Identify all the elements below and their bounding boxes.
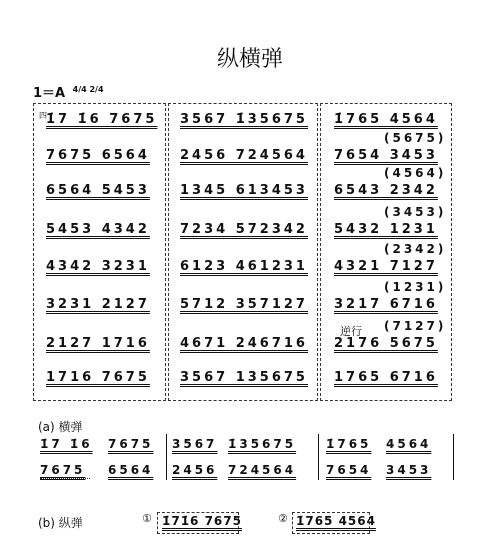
notation-row: 1716 7675 — [46, 370, 150, 385]
section-b-label: (b) 纵弹 — [38, 516, 83, 530]
notation-row: 2176 5675 — [334, 336, 438, 351]
notation-row: 6564 5453 — [46, 183, 150, 198]
barline — [166, 434, 167, 480]
notation-row: 4321 7127 — [334, 259, 438, 274]
notation-row: 5453 4342 — [46, 222, 150, 237]
notation-row: 5432 1231 — [334, 222, 438, 237]
section-a-group: 3453 — [386, 463, 432, 477]
notation-row: 1345 613453 — [180, 183, 308, 198]
notation-row: 5712 357127 — [180, 297, 308, 312]
notation-row: 3567 135675 — [180, 370, 308, 385]
page-title: 纵横弹 — [216, 47, 283, 72]
section-a-group: 7654 — [326, 463, 372, 477]
section-a-group: 1̇765 — [326, 437, 372, 451]
bracket-group: (4564) — [384, 166, 447, 180]
bracket-group: (2342) — [384, 242, 447, 256]
bracket-group: (1231) — [384, 280, 447, 294]
section-a-group: 1̇7 1̇6 — [40, 437, 93, 451]
box-1-notes: 1̇71̇6 7675 — [162, 514, 242, 528]
section-a-group: 4564 — [386, 437, 432, 451]
notation-row: 7675 6564 — [46, 148, 150, 163]
notation-row: 7234 572342 — [180, 222, 308, 237]
dotted-line — [40, 478, 90, 479]
section-a-group: 1̇35675 — [228, 437, 297, 451]
notation-row: 1̇7 1̇6 7675 — [46, 112, 158, 127]
barline — [318, 434, 319, 480]
notation-row: 7654 3453 — [334, 148, 438, 163]
section-a-group: 6564 — [108, 463, 154, 477]
section-a-group: 7675 — [108, 437, 154, 451]
bracket-group: (5675) — [384, 131, 447, 145]
box-2-notes: 1̇765 4564 — [296, 514, 376, 528]
notation-row: 4671 246716 — [180, 336, 308, 351]
repeat-mark: 四 — [39, 111, 47, 120]
notation-row: 3217 6716 — [334, 297, 438, 312]
notation-row: 1765 6716 — [334, 370, 438, 385]
nixing-label: 逆行 — [340, 325, 362, 338]
notation-row: 1̇765 4564 — [334, 112, 438, 127]
number-2: ② — [278, 512, 288, 525]
notation-row: 3231 2127 — [46, 297, 150, 312]
section-a-group: 7675 — [40, 463, 86, 477]
section-a-group: 2456 — [172, 463, 218, 477]
notation-row: 3567 1̇35675 — [180, 112, 308, 127]
section-a-group: 724564 — [228, 463, 297, 477]
barline — [453, 434, 454, 480]
bracket-group: (7127) — [384, 319, 447, 333]
key-signature — [33, 82, 104, 101]
notation-row: 2456 724564 — [180, 148, 308, 163]
notation-row: 6123 461231 — [180, 259, 308, 274]
notation-row: 2127 1716 — [46, 336, 150, 351]
notation-row: 4342 3231 — [46, 259, 150, 274]
key-label: 1＝A — [33, 86, 66, 101]
bracket-group: (3453) — [384, 205, 447, 219]
meter-label: 4/4 2/4 — [72, 84, 104, 94]
section-a-label: (a) 横弹 — [38, 420, 83, 434]
section-a-group: 3567 — [172, 437, 218, 451]
notation-row: 6543 2342 — [334, 183, 438, 198]
number-1: ① — [142, 512, 152, 525]
